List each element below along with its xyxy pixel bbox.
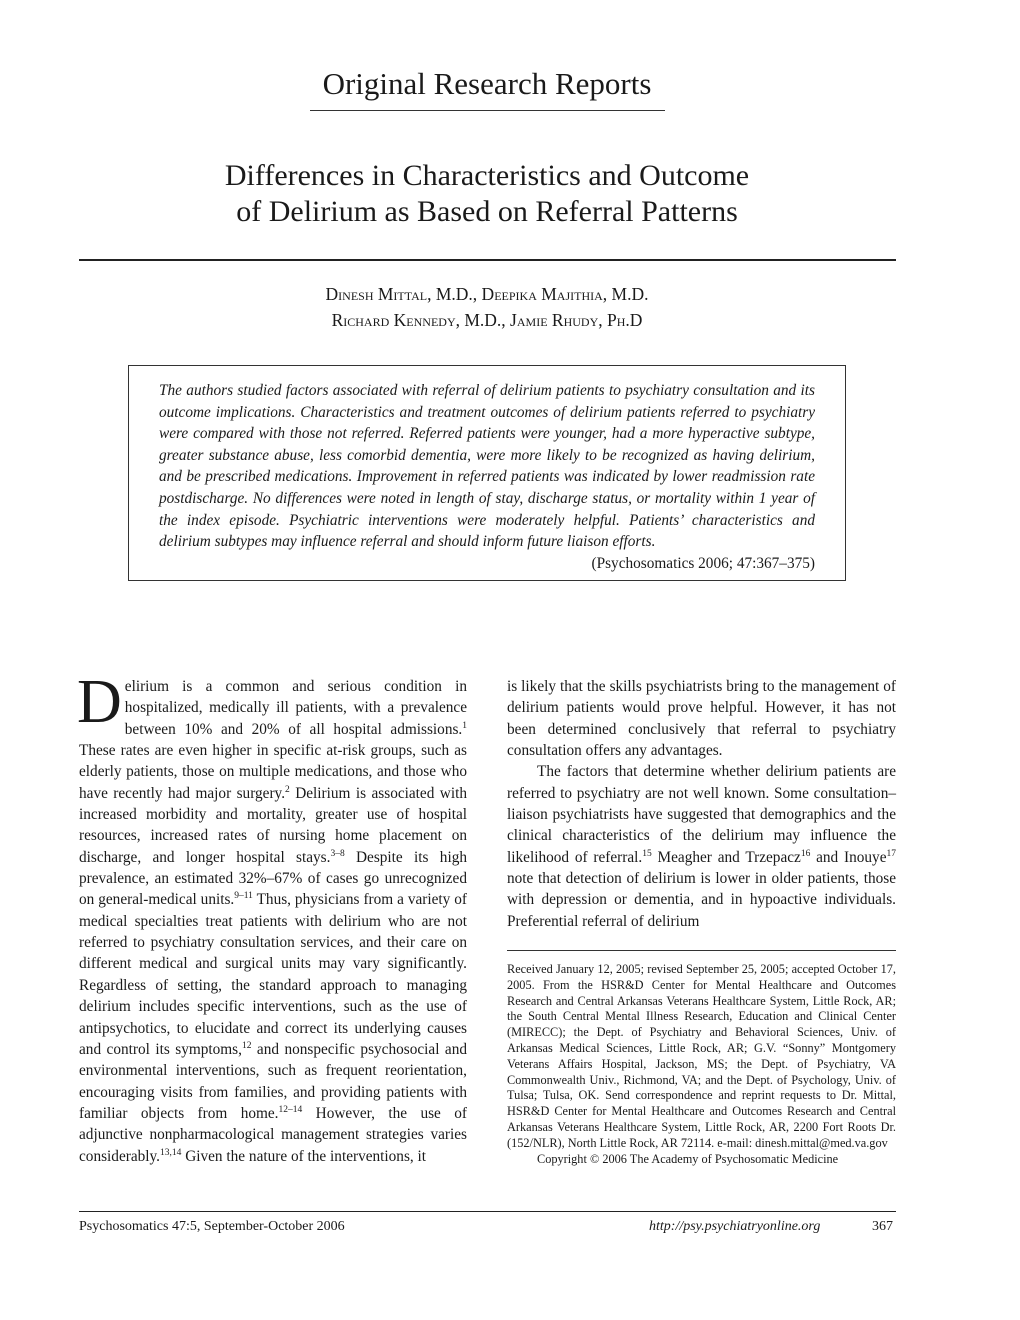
body-text: and Inouye (810, 848, 887, 866)
body-text: Given the nature of the interventions, it (181, 1147, 427, 1165)
authors-line-2: Richard Kennedy, M.D., Jamie Rhudy, Ph.D (331, 310, 643, 330)
journal-citation: Psychosomatics 47:5, September-October 2006 (79, 1219, 345, 1234)
reference-superscript: 17 (886, 848, 896, 859)
author-list (0, 281, 974, 333)
abstract-citation: (Psychosomatics 2006; 47:367–375) (591, 554, 815, 572)
body-text: note that detection of delirium is lower in older patients, those with depression or dementia, and in hypoactive individuals. Preferential referral of delirium (507, 870, 896, 930)
article-footnote (507, 962, 896, 1167)
body-text: Meagher and Trzepacz (651, 848, 801, 866)
title-divider (79, 259, 896, 261)
intro-paragraph (77, 668, 467, 1167)
reference-superscript: 16 (800, 848, 811, 859)
body-text: The factors that determine whether delirium patients are referred to psychiatry are not well known. Some consultation–liaison psychiatrists have suggested that demographics and the clinical characteristics of the delirium may influence the likelihood of referral. (507, 763, 896, 866)
article-title (0, 158, 974, 230)
footnote-text: Received January 12, 2005; revised September 25, 2005; accepted October 17, 2005. From the HSR&D Center for Mental Healthcare and Outcomes Research and Central Arkansas Veterans Healthcare System, Little Rock, AR; the South Central Mental Illness Research, Education and Clinical Center (MIRECC); the Dept. of Psychiatry and Behavioral Sciences, Univ. of Arkansas Medical Sciences, Little Rock, AR; G.V. “Sonny” Montgomery Veterans Affairs Hospital, Jackson, MS; the Dept. of Psychiatry, VA Commonwealth Univ., Richmond, VA; and the Dept. of Psychology, Univ. of Tulsa; Tulsa, OK. Send correspondence and reprint requests to Dr. Mittal, HSR&D Center for Mental Healthcare and Outcomes Research and Central Arkansas Veterans Healthcare System, Little Rock, AR, 2200 Fort Roots Dr. (152/NLR), North Little Rock, AR 72114. e-mail: dinesh.mittal@med.va.gov (507, 962, 896, 1150)
reference-superscript: 3–8 (330, 848, 345, 859)
section-heading-rule (310, 110, 665, 111)
body-text: Delirium is associated with increased morbidity and mortality, greater use of hospital resources, increased rates of nursing home placement on discharge, and longer hospital stays. (79, 784, 467, 866)
reference-superscript: 13,14 (160, 1147, 182, 1158)
body-text: However, the use of adjunctive nonpharmacological management strategies varies considerably. (79, 1104, 467, 1165)
reference-superscript: 12 (241, 1040, 252, 1051)
section-heading: Original Research Reports (322, 66, 652, 101)
article-title-line-1: Differences in Characteristics and Outcome (224, 159, 750, 192)
body-text: Despite its high prevalence, an estimated 32%–67% of cases go unrecognized on general-medical units. (79, 848, 467, 909)
body-text: Thus, physicians from a variety of medical specialties treat patients with delirium who are not referred to psychiatry consultation services, and their care on different medical and surgical units may vary significantly. Regardless of setting, the standard approach to managing delirium includes specific interventions, such as the use of antipsychotics, to elucidate and correct its underlying causes and control its symptoms, (79, 891, 467, 1058)
page-number: 367 (872, 1219, 893, 1234)
authors-line-1: Dinesh Mittal, M.D., Deepika Majithia, M.D. (325, 284, 649, 304)
journal-url-link[interactable]: http://psy.psychiatryonline.org (649, 1219, 821, 1234)
abstract-text: The authors studied factors associated with referral of delirium patients to psychiatry consultation and its outcome implications. Characteristics and treatment outcomes of delirium patients referred to psychiatry were compared with those not referred. Referred patients were younger, had a more hyperactive subtype, greater substance abuse, less comorbid dementia, were more likely to be recognized as having delirium, and be prescribed medications. Improvement in referred patients was indicated by lower readmission rate postdischarge. No differences were noted in length of stay, discharge status, or mortality within 1 year of the index episode. Psychiatric interventions were moderately helpful. Patients’ characteristics and delirium subtypes may influence referral and should inform future liaison efforts. (159, 382, 815, 551)
footer-divider (79, 1211, 896, 1212)
paragraph-referral-factors (507, 761, 896, 932)
body-column-left (77, 668, 467, 1167)
body-text: These rates are even higher in specific at-risk groups, such as elderly patients, those on multiple medications, and those who have recently had major surgery. (79, 742, 467, 802)
reference-superscript: 12–14 (278, 1104, 303, 1115)
paragraph-continued: is likely that the skills psychiatrists bring to the management of delirium patients would prove helpful. However, it has not been determined conclusively that referral to psychiatry consultation offers any advantages. (507, 678, 896, 760)
reference-superscript: 9–11 (234, 891, 253, 902)
body-text: and nonspecific psychosocial and environmental interventions, such as frequent reorientation, encouraging visits from families, and providing patients with familiar objects from home. (79, 1040, 467, 1122)
reference-superscript: 2 (285, 784, 290, 795)
body-column-right (507, 676, 896, 932)
abstract (159, 380, 815, 574)
drop-cap: D (77, 668, 122, 736)
copyright-notice: Copyright © 2006 The Academy of Psychosomatic Medicine (537, 1151, 839, 1166)
body-text: elirium is a common and serious condition in hospitalized, medically ill patients, with a prevalence between 10% and 20% of all hospital admissions. (124, 678, 467, 738)
footnote-divider (507, 950, 896, 951)
reference-superscript: 15 (642, 848, 652, 859)
article-title-line-2: of Delirium as Based on Referral Patterns (236, 195, 738, 228)
reference-superscript: 1 (462, 720, 467, 731)
